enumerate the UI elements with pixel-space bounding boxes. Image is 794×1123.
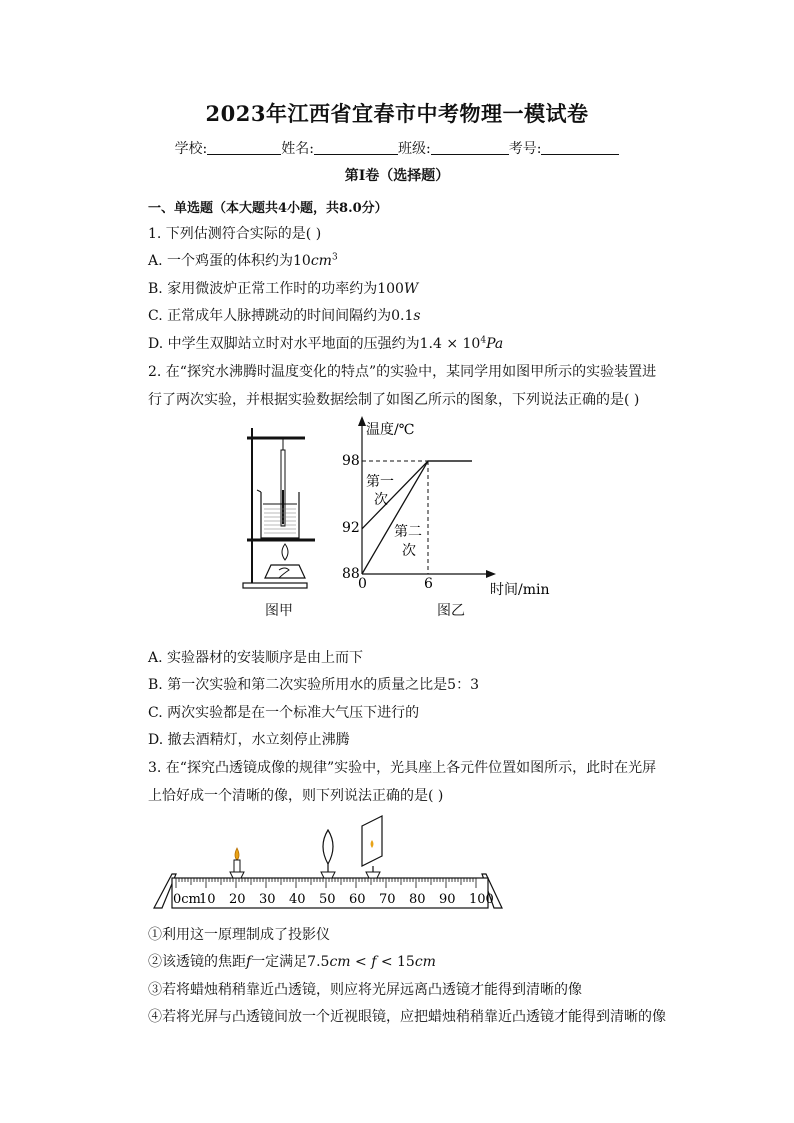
candle	[230, 848, 244, 878]
stand-base	[243, 583, 307, 588]
q3-statement-4: ④若将光屏与凸透镜间放一个近视眼镜，应把蜡烛稍稍靠近凸透镜才能得到清晰的像	[148, 1009, 666, 1025]
exam-number-label: 考号:	[508, 141, 542, 157]
x-tick-0: 0	[358, 576, 367, 592]
class-blank[interactable]	[431, 140, 509, 155]
series-2-label-a: 第二	[394, 524, 422, 540]
q2-option-c[interactable]: C. 两次实验都是在一个标准大气压下进行的	[148, 705, 420, 721]
q2-option-b[interactable]: B. 第一次实验和第二次实验所用水的质量之比是5：3	[148, 677, 480, 693]
q1-option-d-unit: Pa	[486, 336, 504, 352]
figure-b-label: 图乙	[437, 603, 465, 619]
q1-option-c-text: C. 正常成年人脉搏跳动的时间间隔约为0.1	[148, 308, 414, 324]
q3-s2-text-b: 一定满足7.5	[251, 954, 330, 970]
q1-option-a-exp: 3	[331, 252, 338, 263]
temperature-time-graph	[330, 414, 570, 599]
x-axis-label: 时间/min	[490, 582, 550, 598]
series-2-label-b: 次	[402, 543, 416, 559]
q3-s2-text-a: ②该透镜的焦距	[148, 954, 246, 970]
q3-s2-f1: f	[246, 954, 252, 970]
q1-option-c[interactable]	[148, 305, 421, 325]
ruler-label: 80	[409, 892, 426, 907]
q1-option-d-exp: 4	[480, 335, 487, 346]
ruler-label: 20	[229, 892, 246, 907]
q1-option-c-unit: s	[413, 308, 421, 324]
ruler-label: 50	[319, 892, 336, 907]
alcohol-lamp	[265, 565, 305, 578]
q1-option-d[interactable]	[148, 333, 503, 353]
y-tick-92: 92	[342, 520, 360, 536]
q1-option-b-unit: W	[403, 281, 419, 297]
ruler-label: 0cm	[173, 892, 201, 907]
q1-option-a-text: A. 一个鸡蛋的体积约为10	[148, 253, 311, 269]
name-blank[interactable]	[314, 140, 398, 155]
school-blank[interactable]	[207, 140, 281, 155]
q2-stem-line1: 2. 在“探究水沸腾时温度变化的特点”的实验中，某同学用如图甲所示的实验装置进	[148, 364, 657, 380]
q1-option-b[interactable]	[148, 278, 418, 298]
q3-s2-unit: cm	[414, 954, 436, 970]
boiling-apparatus-figure	[235, 420, 325, 600]
school-label: 学校:	[174, 141, 208, 157]
exam-title: 2023年江西省宜春市中考物理一模试卷	[205, 101, 589, 126]
light-screen	[362, 816, 382, 878]
y-tick-88: 88	[342, 566, 360, 582]
q2-option-a[interactable]: A. 实验器材的安装顺序是由上而下	[148, 650, 364, 666]
section-title: 一、单选题（本大题共4小题，共8.0分）	[148, 201, 388, 216]
y-axis-label: 温度/℃	[366, 422, 415, 438]
student-info-line	[0, 138, 794, 158]
figure-a-label: 图甲	[265, 603, 293, 619]
class-label: 班级:	[398, 141, 431, 157]
x-axis-arrow	[486, 570, 496, 578]
q3-statement-3: ③若将蜡烛稍稍靠近凸透镜，则应将光屏远离凸透镜才能得到清晰的像	[148, 982, 582, 998]
q2-option-d[interactable]: D. 撤去酒精灯，水立刻停止沸腾	[148, 732, 350, 748]
q3-stem-line2: 上恰好成一个清晰的像，则下列说法正确的是( )	[148, 788, 444, 804]
beaker	[261, 492, 299, 538]
q1-stem: 1. 下列估测符合实际的是( )	[148, 226, 322, 242]
y-tick-98: 98	[342, 453, 360, 469]
volume-title: 第I卷（选择题）	[344, 168, 450, 184]
q3-stem-line1: 3. 在“探究凸透镜成像的规律”实验中，光具座上各元件位置如图所示，此时在光屏	[148, 760, 657, 776]
q3-statement-2	[148, 951, 436, 971]
ruler-label: 70	[379, 892, 396, 907]
x-tick-6: 6	[424, 576, 433, 592]
name-label: 姓名:	[281, 141, 314, 157]
water	[264, 509, 296, 533]
q2-stem-line2: 行了两次实验，并根据实验数据绘制了如图乙所示的图象，下列说法正确的是( )	[148, 392, 640, 408]
q1-option-d-text: D. 中学生双脚站立时对水平地面的压强约为1.4 × 10	[148, 336, 481, 352]
series-1-label-b: 次	[374, 492, 388, 508]
exam-number-blank[interactable]	[541, 140, 619, 155]
convex-lens	[321, 830, 335, 878]
q3-s2-text-e: < 15	[376, 954, 415, 970]
ruler-label: 90	[439, 892, 456, 907]
q1-option-a[interactable]	[148, 250, 338, 270]
ruler-label: 40	[289, 892, 306, 907]
y-axis-arrow	[358, 416, 366, 426]
q3-s2-f2: f	[371, 954, 377, 970]
optical-bench-figure	[146, 812, 516, 916]
ruler-label: 10	[199, 892, 216, 907]
ruler-label: 30	[259, 892, 276, 907]
q1-option-b-text: B. 家用微波炉正常工作时的功率约为100	[148, 281, 404, 297]
ruler-label: 60	[349, 892, 366, 907]
q3-statement-1: ①利用这一原理制成了投影仪	[148, 927, 330, 943]
series-1-label-a: 第一	[366, 474, 394, 490]
flame	[282, 544, 288, 560]
q1-option-a-unit: cm	[310, 253, 332, 269]
ruler-label: 100	[469, 892, 494, 907]
q3-s2-text-c: cm <	[329, 954, 372, 970]
